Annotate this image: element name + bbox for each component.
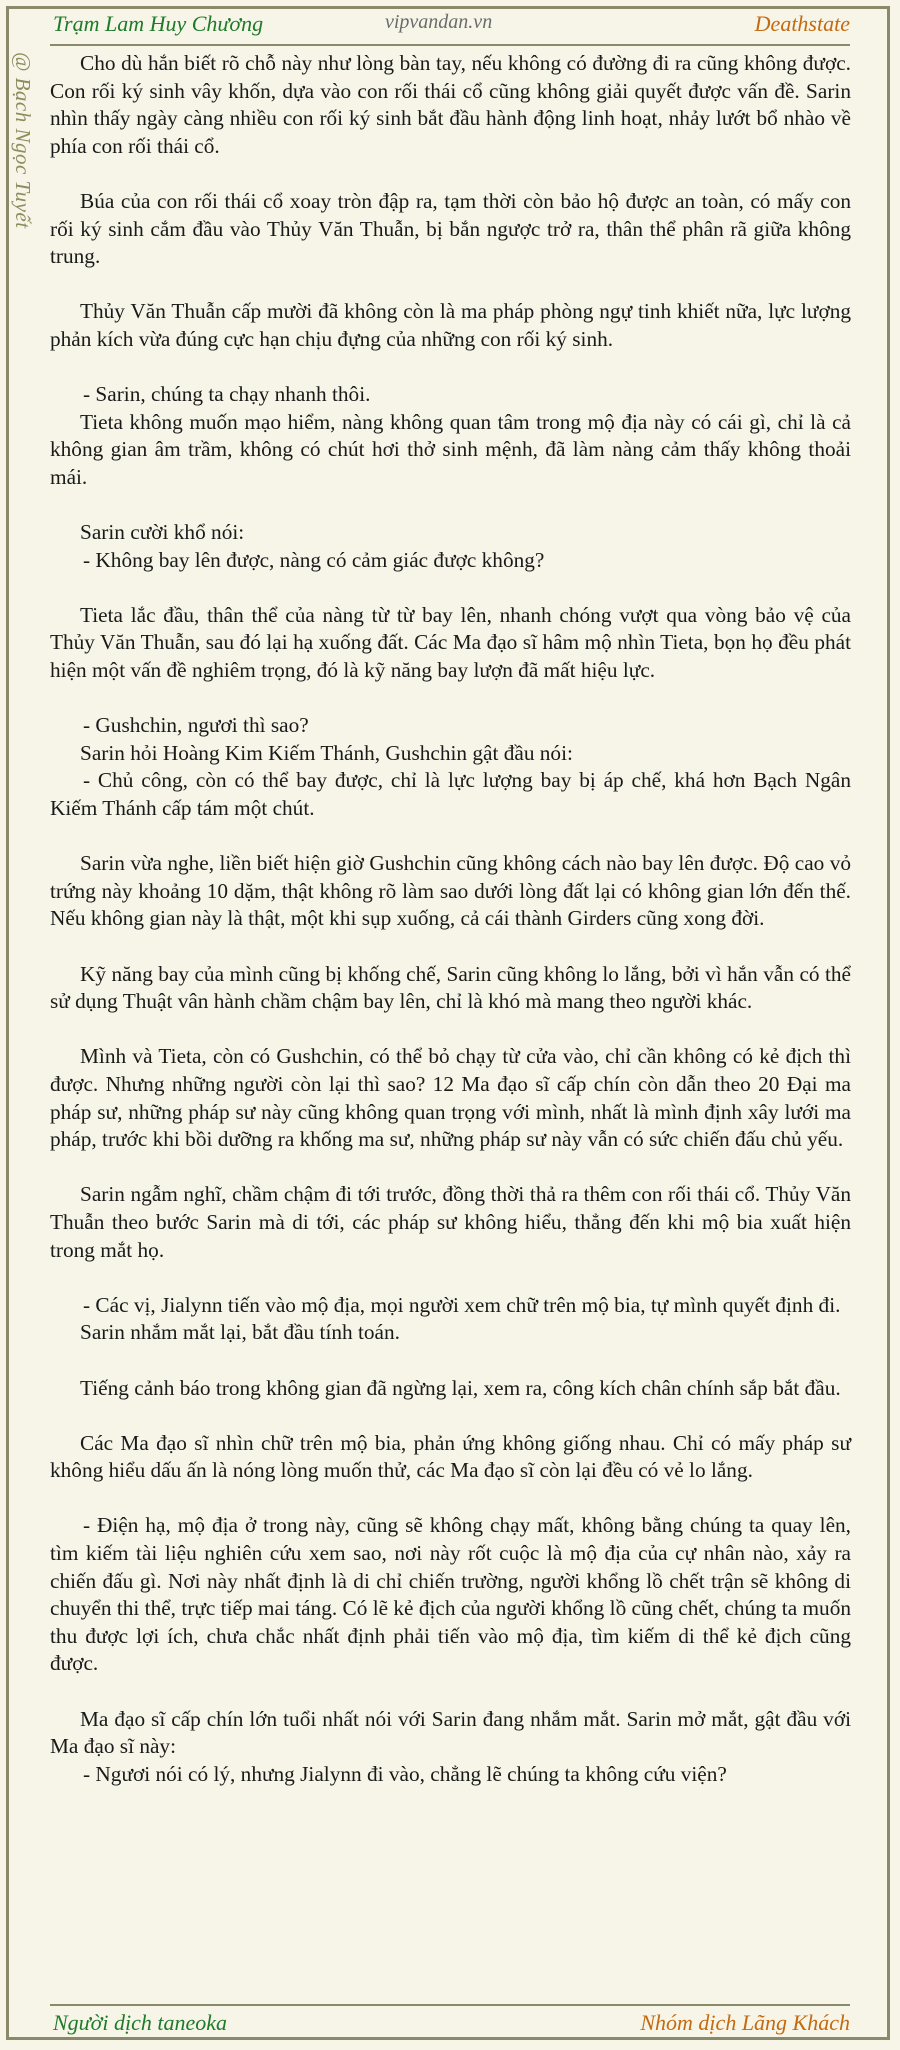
header-book-title: Trạm Lam Huy Chương xyxy=(53,11,264,36)
dialogue-line: - Ngươi nói có lý, nhưng Jialynn đi vào, chẳng lẽ chúng ta không cứu viện? xyxy=(83,1761,727,1786)
paragraph: Thủy Văn Thuẫn cấp mười đã không còn là ma pháp phòng ngự tinh khiết nữa, lực lượng phản kích vừa đúng cực hạn chịu đựng của những con rối ký sinh. xyxy=(50,299,851,351)
dialogue-line: - Điện hạ, mộ địa ở trong này, cũng sẽ không chạy mất, không bằng chúng ta quay lên, tìm kiếm tài liệu nghiên cứu xem sao, nơi này rốt cuộc là mộ địa của cự nhân nào, xảy ra chiến đấu gì. Nơi này nhất định là di chỉ chiến trường, người khổng lồ chết trận sẽ không di chuyển thi thể, trực tiếp mai táng. Có lẽ kẻ địch của người khổng lồ cũng chết, chúng ta muốn thu được lợi ích, chưa chắc nhất định phải tiến vào mộ địa, tìm kiếm di thể kẻ địch cũng được. xyxy=(50,1513,851,1676)
paragraph: Ma đạo sĩ cấp chín lớn tuổi nhất nói với Sarin đang nhắm mắt. Sarin mở mắt, gật đầu với Ma đạo sĩ này: xyxy=(50,1706,851,1759)
footer-divider xyxy=(50,2004,850,2006)
paragraph: Sarin hỏi Hoàng Kim Kiếm Thánh, Gushchin gật đầu nói: xyxy=(80,740,573,765)
page-header xyxy=(50,8,850,46)
paragraph: Mình và Tieta, còn có Gushchin, có thể bỏ chạy từ cửa vào, chỉ cần không có kẻ địch thì được. Nhưng những người còn lại thì sao? 12 Ma đạo sĩ cấp chín còn dẫn theo 20 Đại ma pháp sư, những pháp sư này cũng không quan trọng với mình, nhất là mình định xây lưới ma pháp, trước khi bồi dưỡng ra khống ma sư, những pháp sư này vẫn có sức chiến đấu chủ yếu. xyxy=(50,1044,851,1152)
paragraph: Búa của con rối thái cổ xoay tròn đập ra, tạm thời còn bảo hộ được an toàn, có mấy con rối ký sinh cắm đầu vào Thủy Văn Thuẫn, bị bắn ngược trở ra, thân thể phân rã giữa không trung. xyxy=(50,188,851,269)
paragraph: Sarin nhắm mắt lại, bắt đầu tính toán. xyxy=(80,1320,400,1345)
paragraph: Các Ma đạo sĩ nhìn chữ trên mộ bia, phản ứng không giống nhau. Chỉ có mấy pháp sư không hiểu dấu ấn là nóng lòng muốn thử, các Ma đạo sĩ còn lại đều có vẻ lo lắng. xyxy=(50,1430,851,1483)
dialogue-line: - Chủ công, còn có thể bay được, chỉ là lực lượng bay bị áp chế, khá hơn Bạch Ngân Kiếm Thánh cấp tám một chút. xyxy=(50,768,851,821)
paragraph: Tieta lắc đầu, thân thể của nàng từ từ bay lên, nhanh chóng vượt qua vòng bảo vệ của Thủy Văn Thuẫn, sau đó lại hạ xuống đất. Các Ma đạo sĩ hâm mộ nhìn Tieta, bọn họ đều phát hiện một vấn đề nghiêm trọng, đó là kỹ năng bay lượn đã mất hiệu lực. xyxy=(50,602,851,683)
paragraph: Tiếng cảnh báo trong không gian đã ngừng lại, xem ra, công kích chân chính sắp bắt đầu. xyxy=(80,1375,841,1400)
side-credit: @ Bạch Ngọc Tuyết xyxy=(11,52,35,229)
header-series-name: Deathstate xyxy=(754,11,850,36)
paragraph: Tieta không muốn mạo hiểm, nàng không quan tâm trong mộ địa này có cái gì, chỉ là cả không gian âm trầm, không có chút hơi thở sinh mệnh, đã làm nàng cảm thấy không thoải mái. xyxy=(50,409,851,489)
paragraph: Sarin vừa nghe, liền biết hiện giờ Gushchin cũng không cách nào bay lên được. Độ cao vỏ trứng này khoảng 10 dặm, thật không rõ làm sao dưới lòng đất lại có không gian lớn đến thế. Nếu không gian này là thật, một khi sụp xuống, cả cái thành Girders cũng xong đời. xyxy=(50,851,851,931)
header-site-name: vipvandan.vn xyxy=(385,11,493,33)
paragraph: Kỹ năng bay của mình cũng bị khống chế, Sarin cũng không lo lắng, bởi vì hắn vẫn có thể sử dụng Thuật vân hành chầm chậm bay lên, chỉ là khó mà mang theo người khác. xyxy=(50,961,851,1014)
paragraph: Cho dù hắn biết rõ chỗ này như lòng bàn tay, nếu không có đường đi ra cũng không được. Con rối ký sinh vây khốn, dựa vào con rối thái cổ cũng không giải quyết được vấn đề. Sarin nhìn thấy ngày càng nhiều con rối ký sinh bắt đầu hành động linh hoạt, nhảy lướt bổ nhào về phía con rối thái cổ. xyxy=(50,51,851,158)
paragraph: Sarin ngẫm nghĩ, chầm chậm đi tới trước, đồng thời thả ra thêm con rối thái cổ. Thủy Văn Thuẫn theo bước Sarin mà di tới, các pháp sư không hiểu, thẳng đến khi mộ bia xuất hiện trong mắt họ. xyxy=(50,1182,851,1262)
footer-translator: Người dịch taneoka xyxy=(53,2010,228,2035)
page-footer xyxy=(50,2008,850,2044)
chapter-body xyxy=(50,50,851,1788)
paragraph: Sarin cười khổ nói: xyxy=(80,520,245,545)
dialogue-line: - Gushchin, ngươi thì sao? xyxy=(83,713,309,738)
footer-group: Nhóm dịch Lãng Khách xyxy=(640,2010,850,2035)
dialogue-line: - Sarin, chúng ta chạy nhanh thôi. xyxy=(83,382,371,407)
dialogue-line: - Không bay lên được, nàng có cảm giác được không? xyxy=(83,547,545,572)
dialogue-line: - Các vị, Jialynn tiến vào mộ địa, mọi người xem chữ trên mộ bia, tự mình quyết định đi. xyxy=(83,1292,841,1317)
